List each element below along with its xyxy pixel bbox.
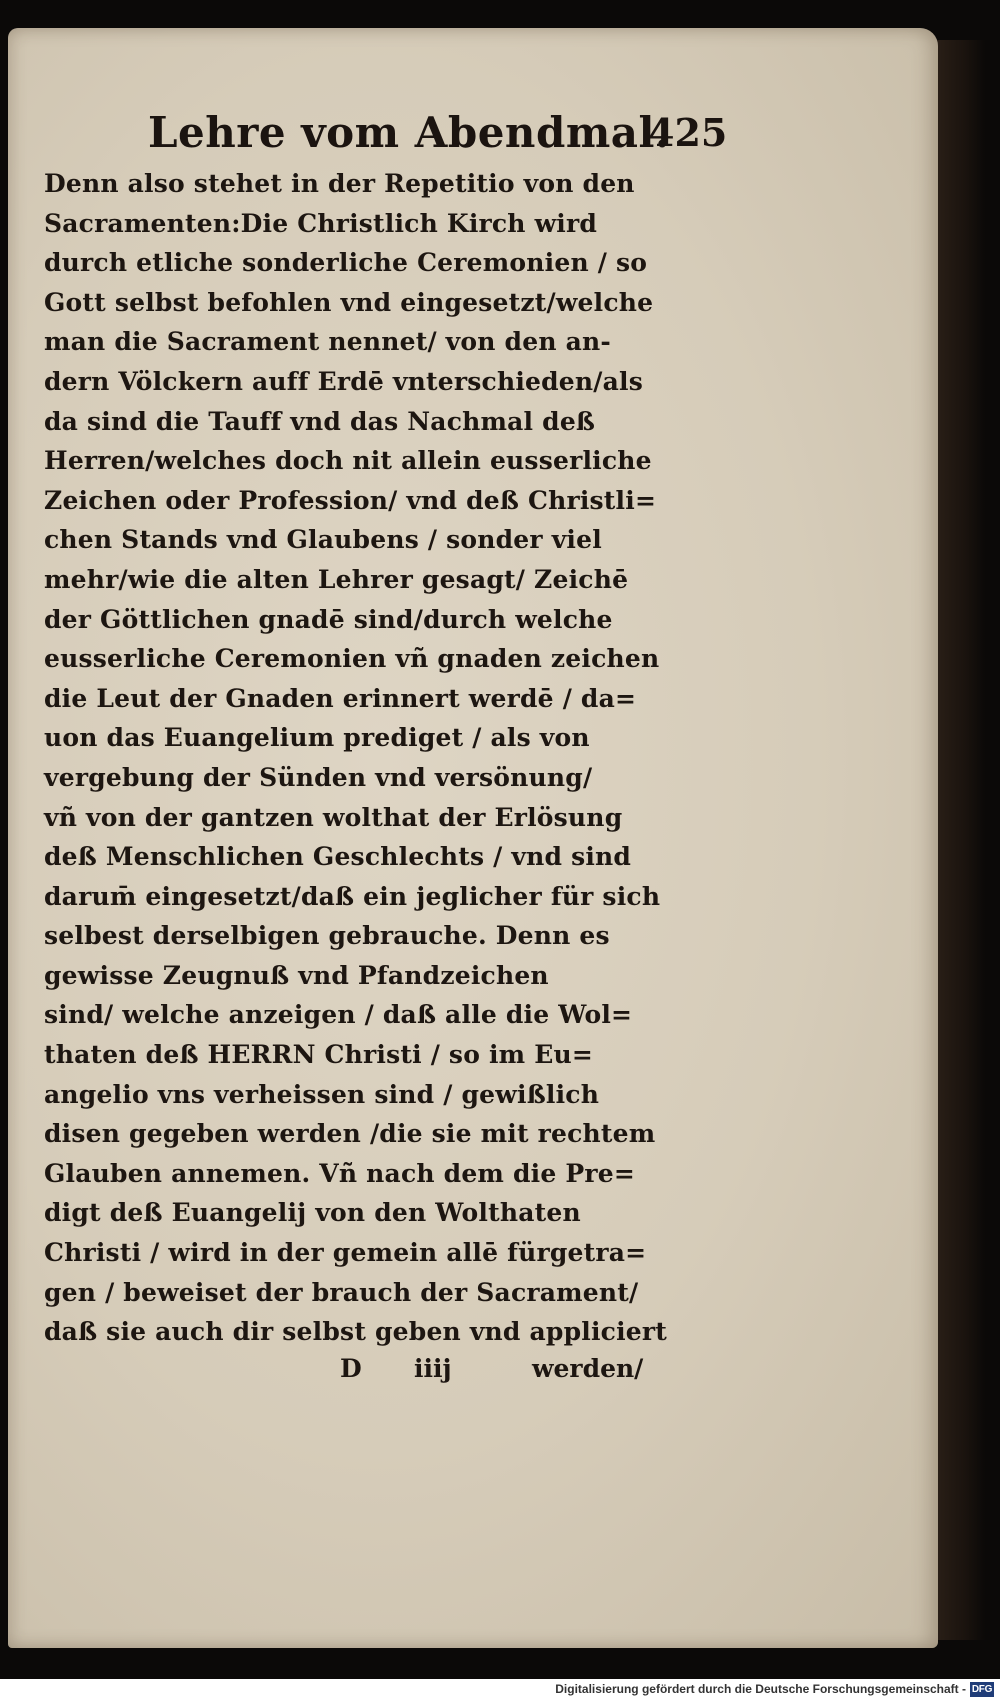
text-line: digt deß Euangelij von den Wolthaten <box>44 1198 581 1228</box>
body-text <box>44 164 684 1352</box>
text-line: disen gegeben werden /die sie mit rechtem <box>44 1119 656 1149</box>
text-line: Herren/welches doch nit allein eusserliche <box>44 446 652 476</box>
text-line: darum̄ eingesetzt/daß ein jeglicher für sich <box>44 881 661 911</box>
text-line: gewisse Zeugnuß vnd Pfandzeichen <box>44 960 549 990</box>
page-number: 425 <box>648 110 728 155</box>
catchword: werden/ <box>532 1354 644 1383</box>
text-line: man die Sacrament nennet/ von den an- <box>44 327 611 357</box>
text-line: Christi / wird in der gemein allē fürgetra= <box>44 1238 647 1268</box>
text-line: Sacramenten:Die Christlich Kirch wird <box>44 208 598 238</box>
signature-mark: D <box>340 1354 362 1383</box>
book-spine-edge <box>935 40 985 1640</box>
text-line: deß Menschlichen Geschlechts / vnd sind <box>44 842 632 872</box>
text-line: die Leut der Gnaden erinnert werdē / da= <box>44 683 637 713</box>
text-line: Zeichen oder Profession/ vnd deß Christli= <box>44 485 657 515</box>
text-line: da sind die Tauff vnd das Nachmal deß <box>44 406 596 436</box>
dfg-logo: DFG <box>971 1684 993 1695</box>
text-line: der Göttlichen gnadē sind/durch welche <box>44 604 613 634</box>
text-line: gen / beweiset der brauch der Sacrament/ <box>44 1277 639 1307</box>
text-line: thaten deß HERRN Christi / so im Eu= <box>44 1040 594 1070</box>
page-header <box>148 88 728 168</box>
text-line: eusserliche Ceremonien vñ gnaden zeichen <box>44 644 660 674</box>
text-line: vergebung der Sünden vnd versönung/ <box>44 762 593 792</box>
funding-credit: Digitalisierung gefördert durch die Deutsche Forschungsgemeinschaft - <box>555 1682 966 1696</box>
text-line: chen Stands vnd Glaubens / sonder viel <box>44 525 602 555</box>
text-line: Glauben annemen. Vñ nach dem die Pre= <box>44 1158 635 1188</box>
text-line: angelio vns verheissen sind / gewißlich <box>44 1079 600 1109</box>
text-line: selbest derselbigen gebrauche. Denn es <box>44 921 610 951</box>
signature-number: iiij <box>414 1354 452 1383</box>
text-line: vñ von der gantzen wolthat der Erlösung <box>44 802 623 832</box>
text-line: mehr/wie die alten Lehrer gesagt/ Zeichē <box>44 564 629 594</box>
text-line: uon das Euangelium prediget / als von <box>44 723 590 753</box>
catchline <box>44 1354 684 1394</box>
digitization-footer <box>0 1679 1000 1701</box>
running-head: Lehre vom Abendmal. <box>148 108 671 157</box>
text-line: Gott selbst befohlen vnd eingesetzt/welche <box>44 287 654 317</box>
text-line: sind/ welche anzeigen / daß alle die Wol= <box>44 1000 633 1030</box>
text-line: daß sie auch dir selbst geben vnd appliciert <box>44 1317 668 1347</box>
text-line: durch etliche sonderliche Ceremonien / so <box>44 248 648 278</box>
text-line: dern Völckern auff Erdē vnterschieden/als <box>44 366 643 396</box>
text-line: Denn also stehet in der Repetitio von den <box>44 169 635 198</box>
book-page <box>8 28 938 1648</box>
